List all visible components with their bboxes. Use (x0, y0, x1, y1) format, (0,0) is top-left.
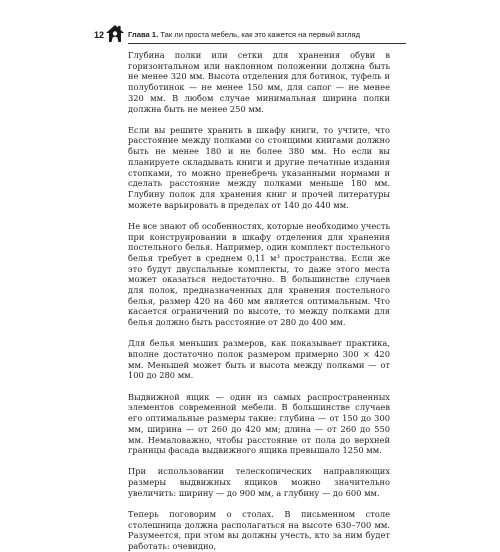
paragraph-tables: Теперь поговорим о столах. В письменном столе столешница должна располагаться на высоте 630–700 мм. Разумеется, при этом вы должны учесть, кто за ним будет работать: очевидно, (128, 509, 390, 552)
paragraph-telescopic-guides: При использовании телескопических направляющих размеры выдвижных ящиков можно значительно увеличить: ширину — до 900 мм, а глубину — до 600 мм. (128, 466, 390, 498)
house-with-person-icon (104, 22, 126, 44)
chapter-title-text: Так ли проста мебель, как это кажется на первый взгляд (160, 30, 361, 39)
paragraph-drawer: Выдвижной ящик — один из самых распространенных элементов современной мебели. В большинстве случаев его оптимальные размеры такие: глубина — от 150 до 300 мм, ширина — от 260 до 420 мм; длина — от 260 до 550 мм. Немаловажно, чтобы расстояние от пола до верхней границы фасада выдвижного ящика превышало 1250 мм. (128, 391, 390, 456)
page-number: 12 (94, 30, 105, 40)
chapter-title (128, 30, 360, 39)
paragraph-shoe-storage: Глубина полки или сетки для хранения обуви в горизонтальном или наклонном положении должна быть не менее 320 мм. Высота отделения для ботинок, туфель и полуботинок — не менее 150 мм, для сапог — не менее 320 мм. В любом случае минимальная ширина полки должна быть не менее 250 мм. (128, 50, 390, 114)
paragraph-small-linen: Для белья меньших размеров, как показывает практика, вполне достаточно полок размером примерно 300 × 420 мм. Меньшей может быть и высота между полками — от 100 до 280 мм. (128, 338, 390, 381)
body-text (128, 50, 390, 552)
chapter-label: Глава 1. (128, 30, 159, 39)
running-header (94, 24, 406, 46)
paragraph-book-shelves: Если вы решите хранить в шкафу книги, то учтите, что расстояние между полками со стоящими книгами должно быть не менее 180 и не более 380 мм. Но если вы планируете складывать книги и другие печатные издания стопками, то можно пренебречь указанными нормами и сделать расстояние между полками меньше 180 мм. Глубину полок для хранения книг и прочей литературы можете варьировать в пределах от 140 до 440 мм. (128, 124, 390, 210)
header-divider (128, 43, 406, 44)
paragraph-bed-linen: Не все знают об особенностях, которые необходимо учесть при конструировании в шкафу отделения для хранения постельного белья. Например, один комплект постельного белья требует в среднем 0,11 м³ пространства. Если же это будут двуспальные комплекты, то даже этого места может оказаться недостаточно. В большинстве случаев для полок, предназначенных для хранения постельного белья, размер 420 на 460 мм является оптимальным. Что касается ограничений по высоте, то между полками для белья должно быть расстояние от 280 до 400 мм. (128, 220, 390, 328)
